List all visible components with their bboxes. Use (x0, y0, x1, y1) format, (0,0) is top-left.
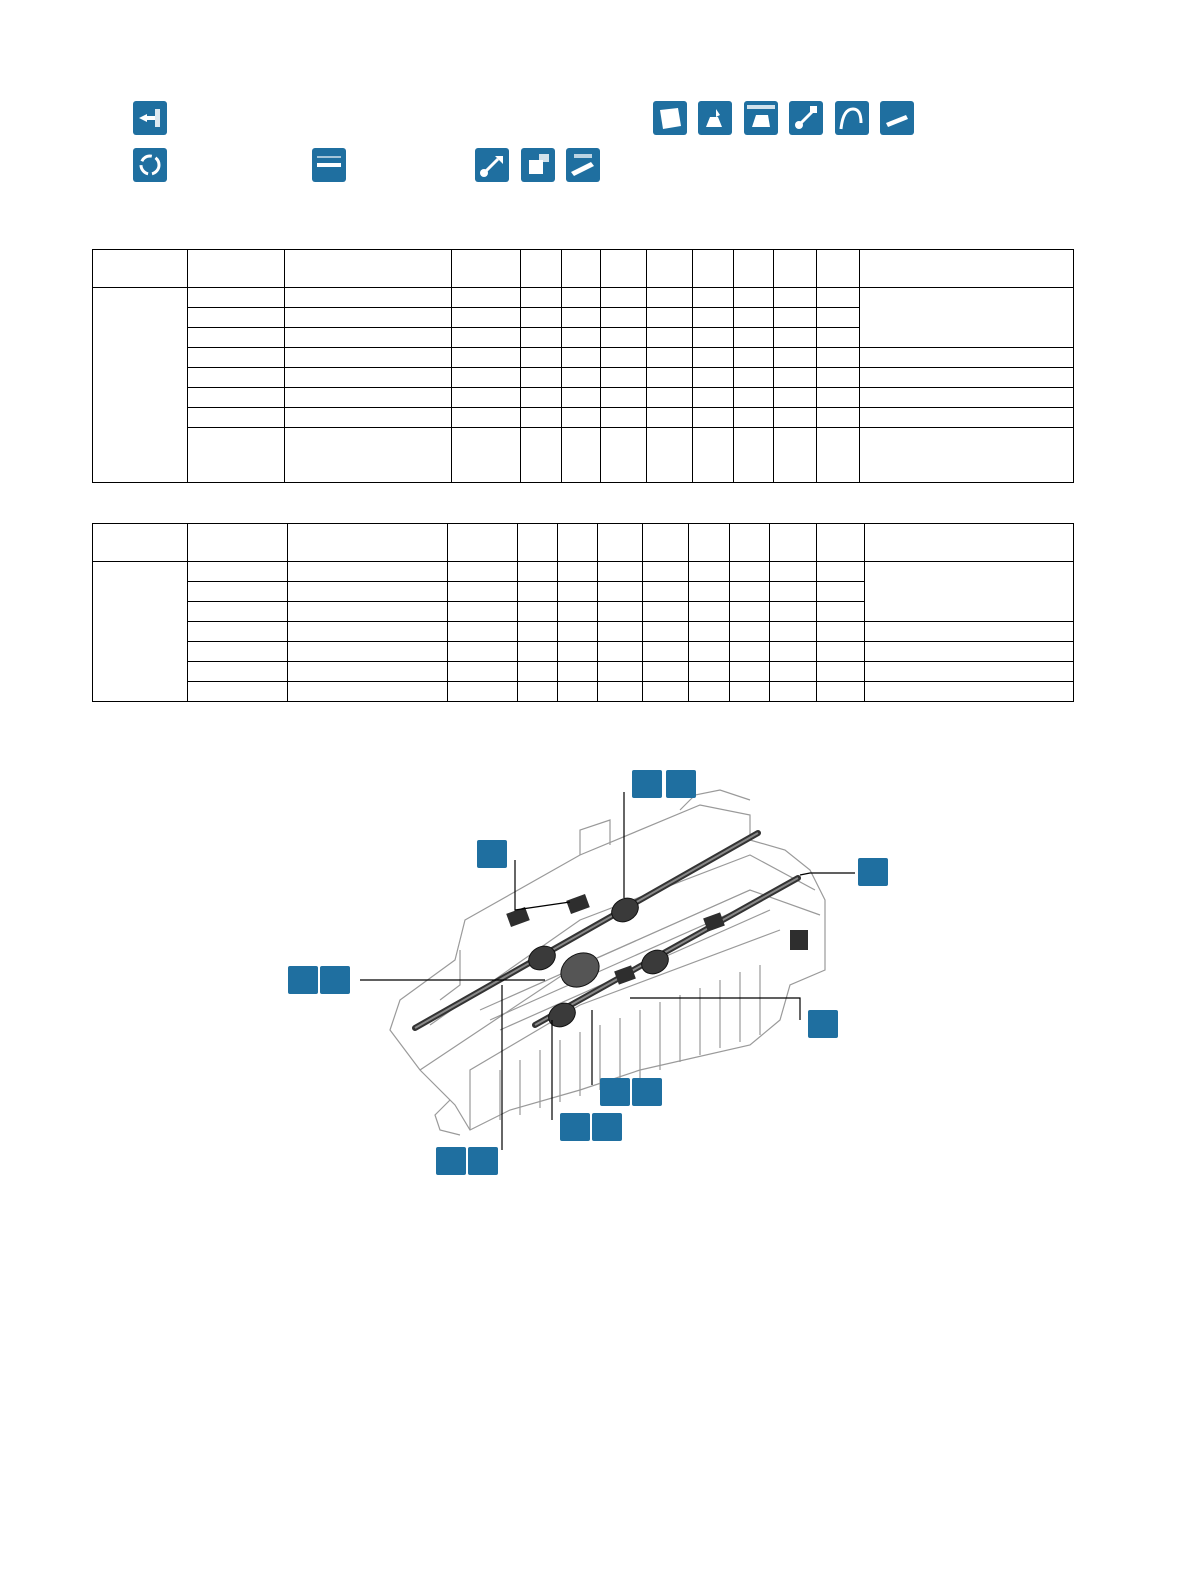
callout-top (632, 770, 696, 798)
table-row (93, 642, 1074, 662)
callout-lower-right (808, 1010, 838, 1038)
table-row (93, 348, 1074, 368)
table-row (93, 622, 1074, 642)
clip (790, 930, 808, 950)
replace-icon (666, 770, 696, 798)
lubricate-icon (698, 101, 732, 135)
table-row (93, 368, 1074, 388)
table-row (93, 562, 1074, 582)
replace-icon (592, 1113, 622, 1141)
clean-icon (560, 1113, 590, 1141)
clean-icon (808, 1010, 838, 1038)
table-row (93, 388, 1074, 408)
maintenance-table-2 (92, 523, 1074, 702)
clean-icon (632, 770, 662, 798)
table-row (93, 428, 1074, 483)
rotate-icon (133, 148, 167, 182)
table-row (93, 662, 1074, 682)
measure-icon (312, 148, 346, 182)
adjust-icon (744, 101, 778, 135)
maintenance-table-1 (92, 249, 1074, 483)
replace-icon (468, 1147, 498, 1175)
replace-icon (632, 1078, 662, 1106)
replace-icon (653, 101, 687, 135)
callout-right (858, 858, 888, 886)
replace-icon (320, 966, 350, 994)
cable-icon (835, 101, 869, 135)
tool-icon (880, 101, 914, 135)
clean-icon (288, 966, 318, 994)
table-header-row (93, 524, 1074, 562)
clean-icon (477, 840, 507, 868)
clean-icon (436, 1147, 466, 1175)
clean-icon (858, 858, 888, 886)
clean-icon (600, 1078, 630, 1106)
callout-left (288, 966, 350, 994)
table-row (93, 288, 1074, 308)
clip (566, 894, 590, 914)
clean-icon (133, 101, 167, 135)
callout-upper-left (477, 840, 507, 868)
tension-icon (475, 148, 509, 182)
callout-bottom-a (600, 1078, 662, 1106)
table-row (93, 682, 1074, 702)
callout-bottom-b (560, 1113, 622, 1141)
grease-icon (521, 148, 555, 182)
paper-feed-unit-diagram (280, 770, 920, 1200)
table-header-row (93, 250, 1074, 288)
check-icon (789, 101, 823, 135)
table-row (93, 408, 1074, 428)
rollers (524, 893, 672, 1031)
callout-bottom-c (436, 1147, 498, 1175)
oil-icon (566, 148, 600, 182)
